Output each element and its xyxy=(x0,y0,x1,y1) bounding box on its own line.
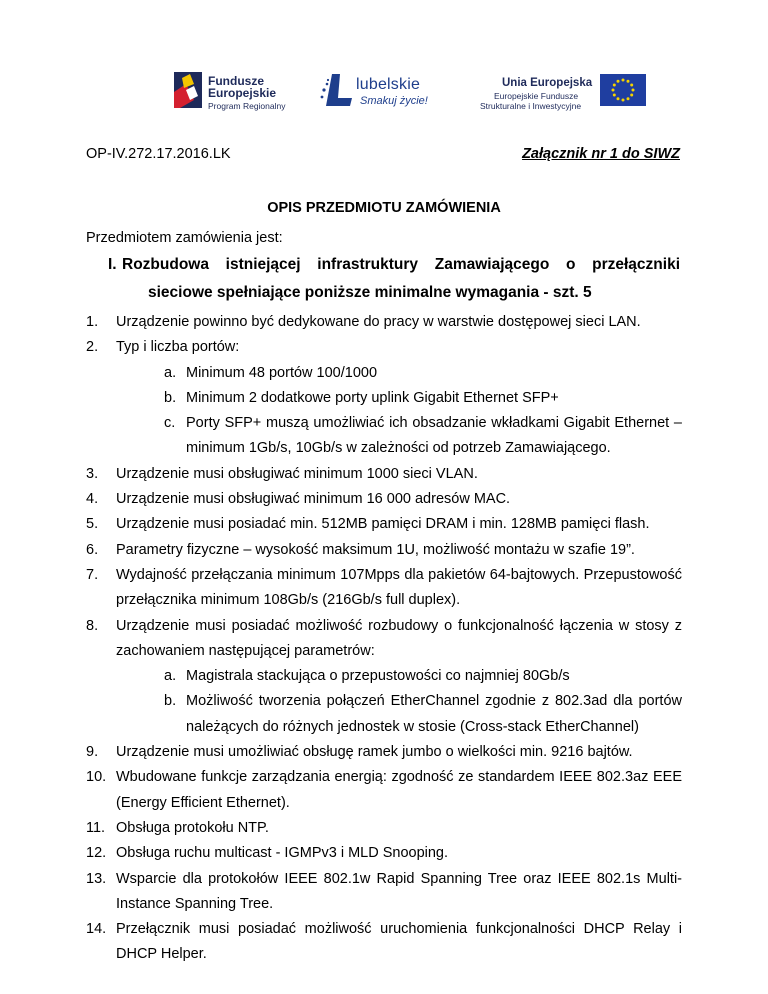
ue-logo-title: Unia Europejska xyxy=(502,77,593,89)
requirement-sub-list xyxy=(164,361,682,462)
requirement-text: Wsparcie dla protokołów IEEE 802.1w Rapid Spanning Tree oraz IEEE 802.1s Multi-Instance Spanning Tree. xyxy=(116,870,682,912)
requirement-text: Obsługa protokołu NTP. xyxy=(116,819,269,836)
requirement-sub-letter: a. xyxy=(164,364,177,381)
ue-logo-sub1: Europejskie Fundusze xyxy=(494,91,579,101)
requirement-number: 7. xyxy=(86,566,99,583)
requirement-item xyxy=(86,614,682,740)
requirement-sub-text: Minimum 48 portów 100/1000 xyxy=(186,364,378,381)
requirements-list xyxy=(86,310,682,968)
fe-logo-line3: Program Regionalny xyxy=(208,101,286,111)
lubelskie-logo xyxy=(318,66,458,122)
requirement-sub-letter: b. xyxy=(164,389,177,406)
requirement-number: 10. xyxy=(86,769,107,786)
requirement-sub-letter: a. xyxy=(164,668,177,685)
fundusze-europejskie-logo xyxy=(172,66,302,122)
requirement-sub-item xyxy=(164,361,682,386)
requirement-item xyxy=(86,335,682,461)
requirement-item xyxy=(86,538,682,563)
requirement-sub-item xyxy=(164,664,682,689)
requirement-text: Urządzenie musi obsługiwać minimum 1000 sieci VLAN. xyxy=(116,465,478,482)
requirement-text: Obsługa ruchu multicast - IGMPv3 i MLD Snooping. xyxy=(116,845,449,862)
requirement-sub-item xyxy=(164,689,682,740)
attachment-label: Załącznik nr 1 do SIWZ xyxy=(522,146,680,162)
requirement-text: Wbudowane funkcje zarządzania energią: zgodność ze standardem IEEE 802.3az EEE (Energy Efficient Ethernet). xyxy=(116,769,682,811)
requirement-sub-text: Porty SFP+ muszą umożliwiać ich obsadzanie wkładkami Gigabit Ethernet – minimum 1Gb/s, 10Gb/s w zależności od potrzeb Zamawiającego. xyxy=(186,415,682,457)
requirement-number: 9. xyxy=(86,744,99,761)
requirement-number: 5. xyxy=(86,516,99,533)
requirement-text: Urządzenie musi umożliwiać obsługę ramek jumbo o wielkości min. 9216 bajtów. xyxy=(116,744,633,761)
requirement-item xyxy=(86,816,682,841)
document-title: OPIS PRZEDMIOTU ZAMÓWIENIA xyxy=(267,200,501,216)
requirement-item xyxy=(86,841,682,866)
requirement-text: Przełącznik musi posiadać możliwość uruchomienia funkcjonalności DHCP Relay i DHCP Helper. xyxy=(116,921,682,963)
requirement-number: 3. xyxy=(86,465,99,482)
requirement-sub-text: Magistrala stackująca o przepustowości co najmniej 80Gb/s xyxy=(186,668,570,685)
ue-logo-sub2: Strukturalne i Inwestycyjne xyxy=(480,101,582,111)
requirement-number: 14. xyxy=(86,921,107,938)
requirement-text: Wydajność przełączania minimum 107Mpps dla pakietów 64-bajtowych. Przepustowość przełącznika minimum 108Gb/s (216Gb/s full duplex). xyxy=(116,566,682,609)
section-heading-line2: sieciowe spełniające poniższe minimalne wymagania - szt. 5 xyxy=(148,284,592,301)
requirement-number: 12. xyxy=(86,845,107,862)
requirement-item xyxy=(86,765,682,816)
requirement-number: 1. xyxy=(86,314,99,330)
requirement-sub-text: Możliwość tworzenia połączeń EtherChannel zgodnie z 802.3ad dla portów należących do różnych jednostek w stosie (Cross-stack EtherChannel) xyxy=(186,693,682,735)
requirement-number: 11. xyxy=(86,819,106,836)
requirement-sub-list xyxy=(164,664,682,740)
requirement-text: Urządzenie musi posiadać możliwość rozbudowy o funkcjonalność łączenia w stosy z zachowaniem następującej parametrów: xyxy=(116,617,682,659)
requirement-number: 13. xyxy=(86,870,107,887)
lubelskie-emblem-icon xyxy=(318,72,354,112)
requirement-item xyxy=(86,487,682,512)
requirement-item xyxy=(86,563,682,614)
reference-number: OP-IV.272.17.2016.LK xyxy=(86,146,231,162)
fundusze-europejskie-emblem-icon xyxy=(172,70,204,110)
section-heading xyxy=(108,251,680,307)
requirement-number: 8. xyxy=(86,617,99,634)
requirement-number: 6. xyxy=(86,541,99,558)
eu-flag-icon xyxy=(600,74,646,106)
requirement-item xyxy=(86,740,682,765)
requirement-sub-letter: b. xyxy=(164,693,177,710)
requirement-text: Urządzenie musi obsługiwać minimum 16 000 adresów MAC. xyxy=(116,491,511,508)
requirement-item xyxy=(86,867,682,918)
unia-europejska-logo xyxy=(480,66,660,122)
requirement-sub-item xyxy=(164,411,682,462)
requirement-text: Urządzenie musi posiadać min. 512MB pamięci DRAM i min. 128MB pamięci flash. xyxy=(116,516,650,533)
requirement-sub-text: Minimum 2 dodatkowe porty uplink Gigabit Ethernet SFP+ xyxy=(186,389,559,406)
requirement-item xyxy=(86,512,682,537)
requirement-item xyxy=(86,310,682,335)
requirement-text: Parametry fizyczne – wysokość maksimum 1U, możliwość montażu w szafie 19”. xyxy=(116,541,635,558)
section-number: I. xyxy=(108,256,117,273)
fe-logo-line1: Fundusze xyxy=(208,74,264,88)
requirement-text: Urządzenie powinno być dedykowane do pracy w warstwie dostępowej sieci LAN. xyxy=(116,314,641,330)
fe-logo-line2: Europejskie xyxy=(208,86,277,100)
section-heading-line1: Rozbudowa istniejącej infrastruktury Zamawiającego o przełączniki xyxy=(122,256,680,273)
intro-text: Przedmiotem zamówienia jest: xyxy=(86,230,283,246)
lubelskie-logo-name: lubelskie xyxy=(356,76,421,93)
requirement-item xyxy=(86,462,682,487)
lubelskie-logo-slogan: Smakuj życie! xyxy=(360,95,428,107)
requirement-sub-letter: c. xyxy=(164,415,176,432)
requirement-sub-item xyxy=(164,386,682,411)
logo-bar xyxy=(0,66,768,122)
requirement-text: Typ i liczba portów: xyxy=(116,339,240,356)
requirement-item xyxy=(86,917,682,968)
requirement-number: 4. xyxy=(86,491,99,508)
requirement-number: 2. xyxy=(86,339,99,356)
